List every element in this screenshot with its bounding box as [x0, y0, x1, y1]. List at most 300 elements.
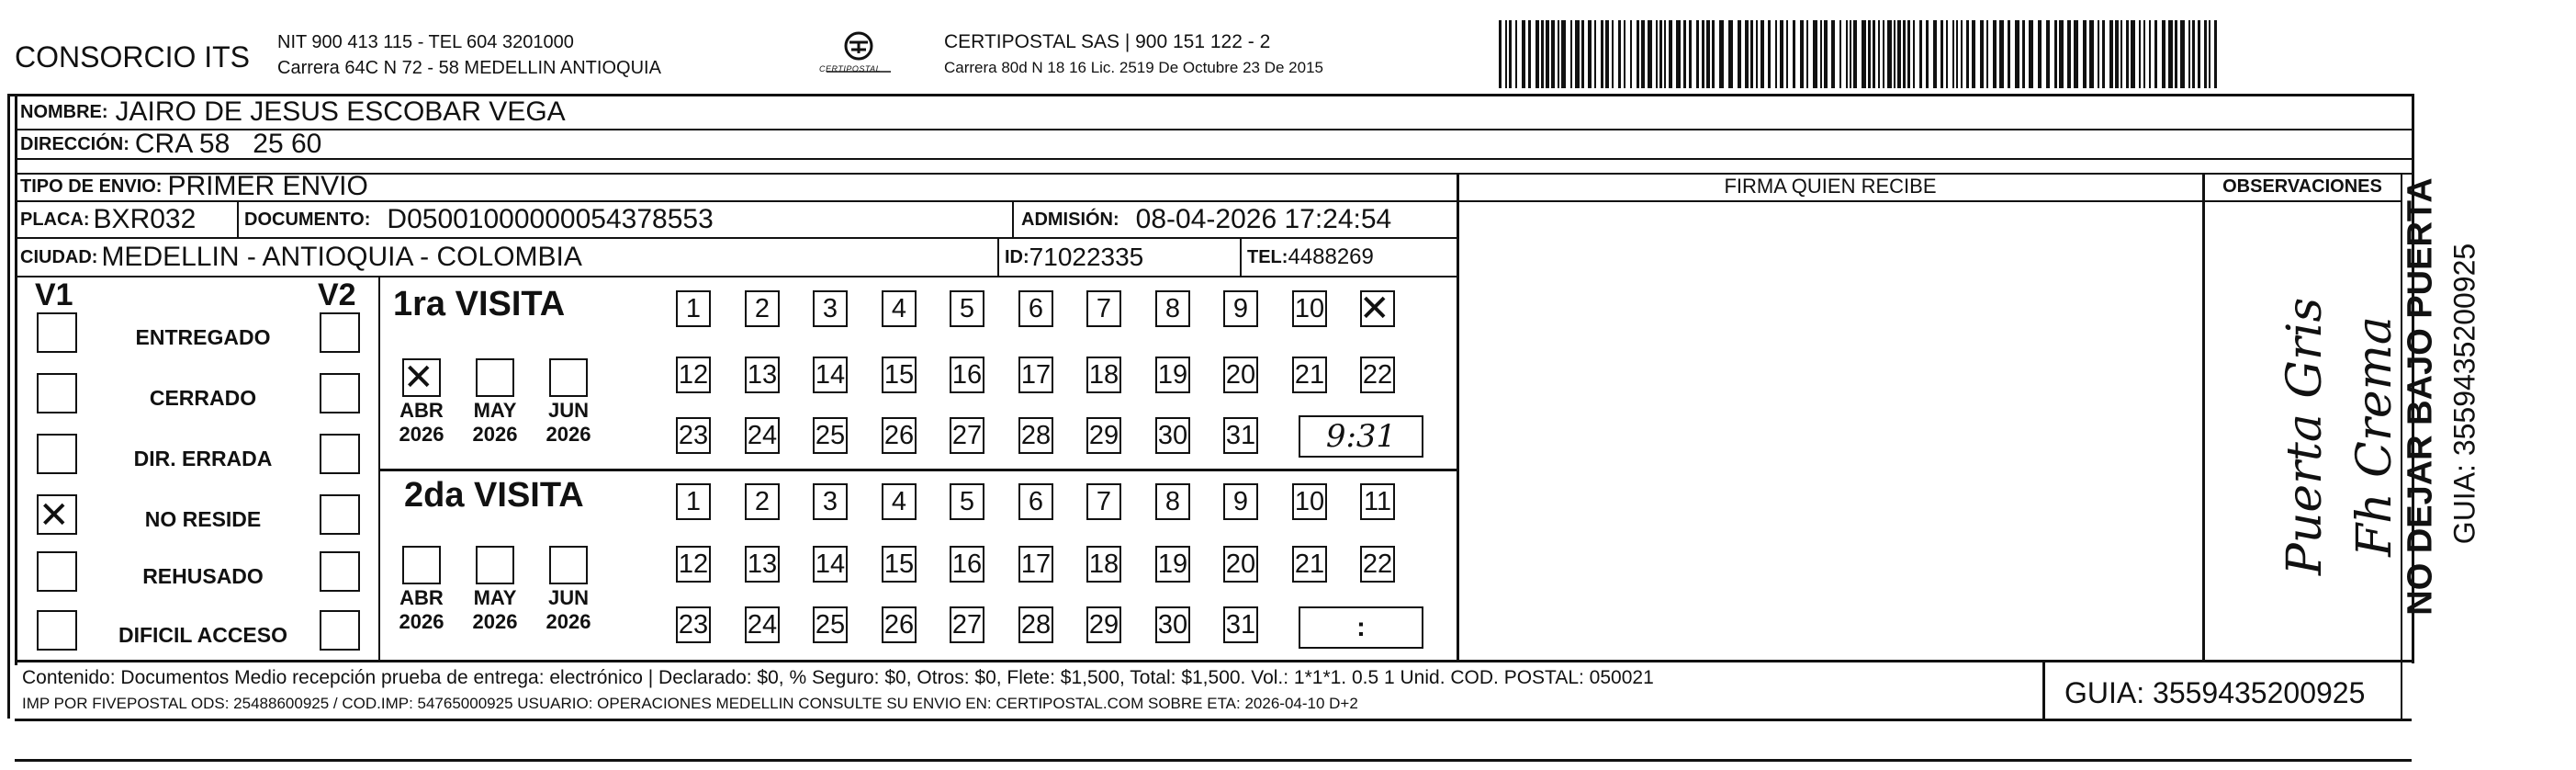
- admision-value: 08-04-2026 17:24:54: [1135, 204, 1392, 234]
- barcode-bar: [1719, 20, 1724, 88]
- barcode-bar: [1894, 20, 1895, 88]
- second-visit-time-box[interactable]: [1299, 606, 1423, 649]
- documento-cell: [244, 202, 714, 237]
- barcode-bar: [1999, 20, 2004, 88]
- barcode-bar: [1664, 20, 1666, 88]
- day-box[interactable]: [1155, 357, 1190, 393]
- day-number: 29: [1088, 609, 1119, 640]
- day-number: 16: [951, 359, 983, 390]
- day-number: 23: [678, 420, 709, 450]
- day-box[interactable]: [1086, 546, 1121, 583]
- day-box[interactable]: [676, 357, 711, 393]
- day-number: 7: [1096, 293, 1112, 323]
- day-box[interactable]: [1292, 290, 1327, 327]
- day-box[interactable]: [745, 417, 780, 454]
- tel-label: TEL:: [1247, 246, 1288, 267]
- month-check-mark: ✕: [403, 357, 434, 399]
- observation-handwriting-1: Puerta Gris: [2278, 297, 2333, 576]
- ciudad-label: CIUDAD:: [20, 246, 98, 267]
- barcode-bar: [1575, 20, 1580, 88]
- barcode-bar: [1862, 20, 1866, 88]
- barcode-bar: [1648, 20, 1652, 88]
- day-box[interactable]: [950, 290, 984, 327]
- barcode-bar: [2067, 20, 2071, 88]
- day-number: 12: [678, 359, 709, 390]
- v2-checkbox[interactable]: [320, 434, 360, 474]
- day-check-mark: ✕: [1359, 288, 1390, 330]
- direccion-value: CRA 58 25 60: [134, 130, 322, 158]
- barcode-bar: [1786, 20, 1788, 88]
- day-box[interactable]: [882, 546, 917, 583]
- month-name: JUN: [547, 399, 589, 422]
- day-box[interactable]: [1223, 290, 1258, 327]
- side-warning: NO DEJAR BAJO PUERTA: [2401, 177, 2440, 616]
- day-box[interactable]: [745, 606, 780, 643]
- month-checkbox[interactable]: [549, 358, 588, 397]
- barcode-bar: [1903, 20, 1906, 88]
- id-label: ID:: [1005, 246, 1029, 267]
- v2-label: V2: [318, 277, 356, 312]
- barcode-bar: [1706, 20, 1710, 88]
- day-number: 26: [883, 609, 915, 640]
- barcode-bar: [1738, 20, 1741, 88]
- barcode-bar: [2115, 20, 2119, 88]
- barcode-bar: [2029, 20, 2033, 88]
- barcode-bar: [2074, 20, 2078, 88]
- day-number: 5: [959, 486, 975, 516]
- day-box[interactable]: [1086, 417, 1121, 454]
- day-number: 3: [822, 293, 838, 323]
- barcode-bar: [1515, 20, 1517, 88]
- day-box[interactable]: [676, 417, 711, 454]
- day-box[interactable]: [1292, 483, 1327, 520]
- firma-area: [1460, 202, 2200, 658]
- day-number: 17: [1020, 549, 1052, 579]
- day-number: 15: [883, 549, 915, 579]
- firma-header: [1458, 173, 2202, 200]
- barcode-bar: [2192, 20, 2195, 88]
- day-box[interactable]: [1155, 546, 1190, 583]
- v2-checkbox[interactable]: [320, 312, 360, 353]
- barcode-bar: [1952, 20, 1954, 88]
- day-box[interactable]: [1223, 606, 1258, 643]
- day-number: 2: [754, 486, 771, 516]
- barcode-bar: [2083, 20, 2087, 88]
- placa-cell: [20, 202, 196, 237]
- month-label: [536, 399, 601, 447]
- barcode-bar: [2098, 20, 2099, 88]
- barcode-bar: [1868, 20, 1871, 88]
- barcode-bar: [1712, 20, 1715, 88]
- nombre-row: [20, 96, 566, 129]
- barcode-bar: [1986, 20, 1988, 88]
- barcode-bar: [1980, 20, 1984, 88]
- day-box[interactable]: [1086, 290, 1121, 327]
- day-number: 9: [1232, 486, 1249, 516]
- day-box[interactable]: [950, 606, 984, 643]
- barcode-bar: [1897, 20, 1901, 88]
- month-label: [463, 399, 527, 447]
- day-number: 21: [1294, 549, 1325, 579]
- day-box[interactable]: [1292, 546, 1327, 583]
- direccion-row: [20, 130, 321, 158]
- day-number: 27: [951, 420, 983, 450]
- month-label: [389, 586, 454, 634]
- day-box[interactable]: [1018, 546, 1053, 583]
- barcode-bar: [1780, 20, 1783, 88]
- day-box[interactable]: [1086, 357, 1121, 393]
- barcode-bar: [1588, 20, 1592, 88]
- barcode-bar: [1641, 20, 1645, 88]
- day-box[interactable]: [1223, 417, 1258, 454]
- day-number: 26: [883, 420, 915, 450]
- barcode-bar: [2204, 20, 2207, 88]
- certipostal-logo-icon: [808, 29, 909, 85]
- barcode-bar: [1966, 20, 1969, 88]
- day-box[interactable]: [676, 483, 711, 520]
- first-visit-time: 9:31: [1325, 418, 1397, 455]
- first-visit-label: 1ra VISITA: [393, 285, 566, 323]
- day-box[interactable]: [745, 483, 780, 520]
- footer-contenido: Contenido: Documentos Medio recepción prueba de entrega: electrónico | Declarado: $0, % Seguro: $0, Otros: $0, Flete: $1,500, Total: $1,500. Vol.: 1*1*1. 0.5 1 Unid. COD. POSTAL: 050021: [22, 667, 1654, 688]
- barcode-bar: [1541, 20, 1544, 88]
- day-box[interactable]: [1155, 417, 1190, 454]
- documento-value: D05001000000054378553: [387, 204, 714, 234]
- day-number: 18: [1088, 359, 1119, 390]
- day-box[interactable]: [1223, 357, 1258, 393]
- month-checkbox[interactable]: [476, 546, 514, 584]
- barcode-bar: [1831, 20, 1835, 88]
- tel-cell: [1247, 239, 1374, 276]
- day-box[interactable]: [882, 290, 917, 327]
- day-number: 17: [1020, 359, 1052, 390]
- day-box[interactable]: [676, 606, 711, 643]
- day-number: 8: [1164, 486, 1181, 516]
- month-year: 2026: [399, 423, 444, 446]
- barcode-bar: [1683, 20, 1686, 88]
- barcode-bar: [1728, 20, 1733, 88]
- tipo-label: TIPO DE ENVIO:: [20, 176, 163, 197]
- barcode-bar: [1883, 20, 1884, 88]
- barcode-bar: [2168, 20, 2173, 88]
- day-box[interactable]: [1223, 546, 1258, 583]
- day-number: 28: [1020, 420, 1052, 450]
- day-box[interactable]: [1360, 357, 1395, 393]
- day-box[interactable]: [813, 417, 848, 454]
- placa-label: PLACA:: [20, 209, 90, 230]
- day-box[interactable]: [1155, 483, 1190, 520]
- day-number: 18: [1088, 549, 1119, 579]
- barcode-bar: [1972, 20, 1975, 88]
- barcode-bar: [1509, 20, 1512, 88]
- day-box[interactable]: [676, 290, 711, 327]
- day-number: 14: [815, 549, 846, 579]
- barcode-bar: [1594, 20, 1596, 88]
- barcode-bar: [1669, 20, 1672, 88]
- month-year: 2026: [472, 610, 518, 633]
- barcode-bar: [2188, 20, 2190, 88]
- day-number: 25: [815, 420, 846, 450]
- barcode-bar: [1630, 20, 1632, 88]
- day-number: 27: [951, 609, 983, 640]
- barcode-bar: [1873, 20, 1875, 88]
- direccion-label: DIRECCIÓN:: [20, 133, 129, 154]
- month-label: [536, 586, 601, 634]
- barcode-bar: [1637, 20, 1639, 88]
- observaciones-label: OBSERVACIONES: [2222, 176, 2382, 197]
- barcode-bar: [1499, 20, 1502, 88]
- barcode-bar: [1878, 20, 1880, 88]
- day-box[interactable]: [950, 546, 984, 583]
- day-number: 6: [1028, 486, 1044, 516]
- barcode-bar: [2209, 20, 2210, 88]
- tipo-row: [20, 173, 368, 200]
- day-number: 13: [747, 359, 778, 390]
- footer-guia: GUIA: 3559435200925: [2064, 676, 2366, 709]
- day-number: 30: [1157, 609, 1188, 640]
- ciudad-value: MEDELLIN - ANTIOQUIA - COLOMBIA: [101, 242, 582, 272]
- month-name: MAY: [473, 399, 517, 422]
- barcode-bar: [1696, 20, 1699, 88]
- v2-checkbox[interactable]: [320, 610, 360, 651]
- day-box[interactable]: [745, 290, 780, 327]
- day-box[interactable]: [1360, 483, 1395, 520]
- barcode-bar: [2046, 20, 2050, 88]
- admision-label: ADMISIÓN:: [1021, 209, 1119, 230]
- day-box[interactable]: [950, 357, 984, 393]
- barcode-bar: [2143, 20, 2145, 88]
- barcode-bar: [1926, 20, 1929, 88]
- day-number: 22: [1362, 359, 1393, 390]
- day-box[interactable]: [1086, 483, 1121, 520]
- carrier-name: CERTIPOSTAL SAS | 900 151 122 - 2: [944, 31, 1271, 52]
- barcode-bar: [1813, 20, 1817, 88]
- day-box[interactable]: [745, 357, 780, 393]
- side-guia: GUIA: 3559435200925: [2447, 243, 2481, 545]
- barcode-bar: [1756, 20, 1758, 88]
- v1-checkbox[interactable]: [37, 434, 77, 474]
- day-number: 10: [1294, 486, 1325, 516]
- barcode-bar: [1745, 20, 1749, 88]
- day-box[interactable]: [882, 606, 917, 643]
- tel-value: 4488269: [1288, 244, 1374, 269]
- barcode-bar: [1768, 20, 1771, 88]
- barcode-bar: [1793, 20, 1795, 88]
- day-box[interactable]: [1018, 357, 1053, 393]
- barcode-bar: [1913, 20, 1915, 88]
- nombre-label: NOMBRE:: [20, 101, 108, 122]
- barcode-bar: [1839, 20, 1841, 88]
- day-box[interactable]: [882, 417, 917, 454]
- barcode-bar: [1689, 20, 1692, 88]
- barcode-bar: [1612, 20, 1614, 88]
- barcode-bar: [2022, 20, 2025, 88]
- barcode-bar: [1624, 20, 1625, 88]
- barcode-bar: [1806, 20, 1808, 88]
- day-box[interactable]: [813, 483, 848, 520]
- barcode-bar: [2139, 20, 2141, 88]
- barcode-bar: [1946, 20, 1948, 88]
- barcode-bar: [1907, 20, 1910, 88]
- day-box[interactable]: [1018, 417, 1053, 454]
- day-box[interactable]: [1223, 483, 1258, 520]
- day-box[interactable]: [1018, 483, 1053, 520]
- barcode-bar: [1961, 20, 1963, 88]
- barcode-bar: [2180, 20, 2185, 88]
- barcode-bar: [2214, 20, 2217, 88]
- day-box[interactable]: [1018, 290, 1053, 327]
- day-number: 20: [1225, 549, 1256, 579]
- company-name: CONSORCIO ITS: [15, 40, 251, 74]
- day-box[interactable]: [813, 290, 848, 327]
- month-label: [463, 586, 527, 634]
- day-number: 29: [1088, 420, 1119, 450]
- day-box[interactable]: [1086, 606, 1121, 643]
- status-label: ENTREGADO: [135, 325, 271, 349]
- day-number: 31: [1225, 609, 1256, 640]
- month-year: 2026: [472, 423, 518, 446]
- barcode-bar: [1760, 20, 1764, 88]
- barcode-bar: [1618, 20, 1621, 88]
- month-checkbox[interactable]: [402, 546, 441, 584]
- observation-handwriting-2: Fh Crema: [2347, 316, 2402, 557]
- day-box[interactable]: [1292, 357, 1327, 393]
- day-box[interactable]: [1018, 606, 1053, 643]
- day-number: 16: [951, 549, 983, 579]
- observaciones-header: [2204, 173, 2401, 200]
- month-name: ABR: [399, 586, 444, 609]
- second-visit-label: 2da VISITA: [404, 476, 584, 515]
- logo-text: CERTIPOSTAL: [819, 64, 882, 74]
- barcode-bar: [2149, 20, 2151, 88]
- barcode-bar: [2054, 20, 2057, 88]
- month-checkbox[interactable]: [549, 546, 588, 584]
- day-number: 19: [1157, 359, 1188, 390]
- admision-cell: [1021, 202, 1391, 237]
- barcode-bar: [2126, 20, 2129, 88]
- day-box[interactable]: [813, 357, 848, 393]
- ciudad-cell: [20, 239, 582, 276]
- id-value: 71022335: [1029, 243, 1144, 271]
- month-name: ABR: [399, 399, 444, 422]
- month-label: [389, 399, 454, 447]
- barcode: [1499, 20, 2224, 88]
- barcode-bar: [1933, 20, 1937, 88]
- barcode-bar: [2198, 20, 2200, 88]
- barcode-bar: [1546, 20, 1549, 88]
- v1-checkbox[interactable]: [37, 610, 77, 651]
- barcode-bar: [1750, 20, 1753, 88]
- v1-check-mark: ✕: [39, 494, 70, 537]
- firma-label: FIRMA QUIEN RECIBE: [1724, 175, 1937, 198]
- barcode-bar: [1775, 20, 1777, 88]
- barcode-bar: [2059, 20, 2064, 88]
- day-number: 31: [1225, 420, 1256, 450]
- v1-checkbox[interactable]: [37, 373, 77, 413]
- day-box[interactable]: [950, 483, 984, 520]
- day-box[interactable]: [745, 546, 780, 583]
- barcode-bar: [1558, 20, 1559, 88]
- day-box[interactable]: [1155, 606, 1190, 643]
- barcode-bar: [1561, 20, 1566, 88]
- v2-checkbox[interactable]: [320, 551, 360, 592]
- day-number: 2: [754, 293, 771, 323]
- barcode-bar: [1601, 20, 1603, 88]
- barcode-bar: [1605, 20, 1609, 88]
- day-box[interactable]: [1360, 546, 1395, 583]
- first-visit-time-box[interactable]: [1299, 415, 1423, 458]
- barcode-bar: [2015, 20, 2019, 88]
- barcode-bar: [1505, 20, 1507, 88]
- day-number: 24: [747, 609, 778, 640]
- status-label: DIR. ERRADA: [133, 447, 273, 470]
- barcode-bar: [1800, 20, 1804, 88]
- day-box[interactable]: [813, 606, 848, 643]
- placa-value: BXR032: [93, 204, 197, 234]
- day-number: 30: [1157, 420, 1188, 450]
- day-box[interactable]: [1359, 288, 1395, 330]
- status-label: CERRADO: [149, 386, 257, 410]
- day-number: 11: [1363, 486, 1392, 516]
- v2-checkbox[interactable]: [320, 373, 360, 413]
- barcode-bar: [1956, 20, 1958, 88]
- barcode-bar: [1887, 20, 1892, 88]
- v1-label: V1: [35, 277, 73, 312]
- day-box[interactable]: [676, 546, 711, 583]
- barcode-bar: [2109, 20, 2113, 88]
- barcode-bar: [1656, 20, 1658, 88]
- barcode-bar: [1570, 20, 1572, 88]
- day-number: 23: [678, 609, 709, 640]
- day-number: 19: [1157, 549, 1188, 579]
- barcode-bar: [1993, 20, 1997, 88]
- day-number: 14: [815, 359, 846, 390]
- barcode-bar: [1919, 20, 1922, 88]
- barcode-bar: [1676, 20, 1681, 88]
- v1-checkbox[interactable]: [37, 312, 77, 353]
- day-number: 3: [822, 486, 838, 516]
- company-nit: NIT 900 413 115 - TEL 604 3201000: [277, 32, 574, 52]
- barcode-bar: [1824, 20, 1828, 88]
- day-number: 10: [1294, 293, 1325, 323]
- barcode-bar: [2102, 20, 2105, 88]
- day-box[interactable]: [813, 546, 848, 583]
- status-label: REHUSADO: [142, 564, 264, 588]
- barcode-bar: [2008, 20, 2010, 88]
- day-number: 12: [678, 549, 709, 579]
- month-checkbox[interactable]: [476, 358, 514, 397]
- day-box[interactable]: [882, 483, 917, 520]
- day-number: 9: [1232, 293, 1249, 323]
- month-year: 2026: [546, 610, 591, 633]
- barcode-bar: [1528, 20, 1531, 88]
- status-label: DIFICIL ACCESO: [118, 623, 287, 647]
- day-box[interactable]: [882, 357, 917, 393]
- v1-checkbox[interactable]: [37, 551, 77, 592]
- barcode-bar: [1853, 20, 1857, 88]
- day-number: 15: [883, 359, 915, 390]
- barcode-bar: [1659, 20, 1662, 88]
- v2-checkbox[interactable]: [320, 494, 360, 535]
- barcode-bar: [1846, 20, 1848, 88]
- day-box[interactable]: [1155, 290, 1190, 327]
- day-box[interactable]: [950, 417, 984, 454]
- barcode-bar: [1522, 20, 1525, 88]
- barcode-bar: [1535, 20, 1539, 88]
- barcode-bar: [1850, 20, 1851, 88]
- day-number: 4: [891, 486, 907, 516]
- day-number: 7: [1096, 486, 1112, 516]
